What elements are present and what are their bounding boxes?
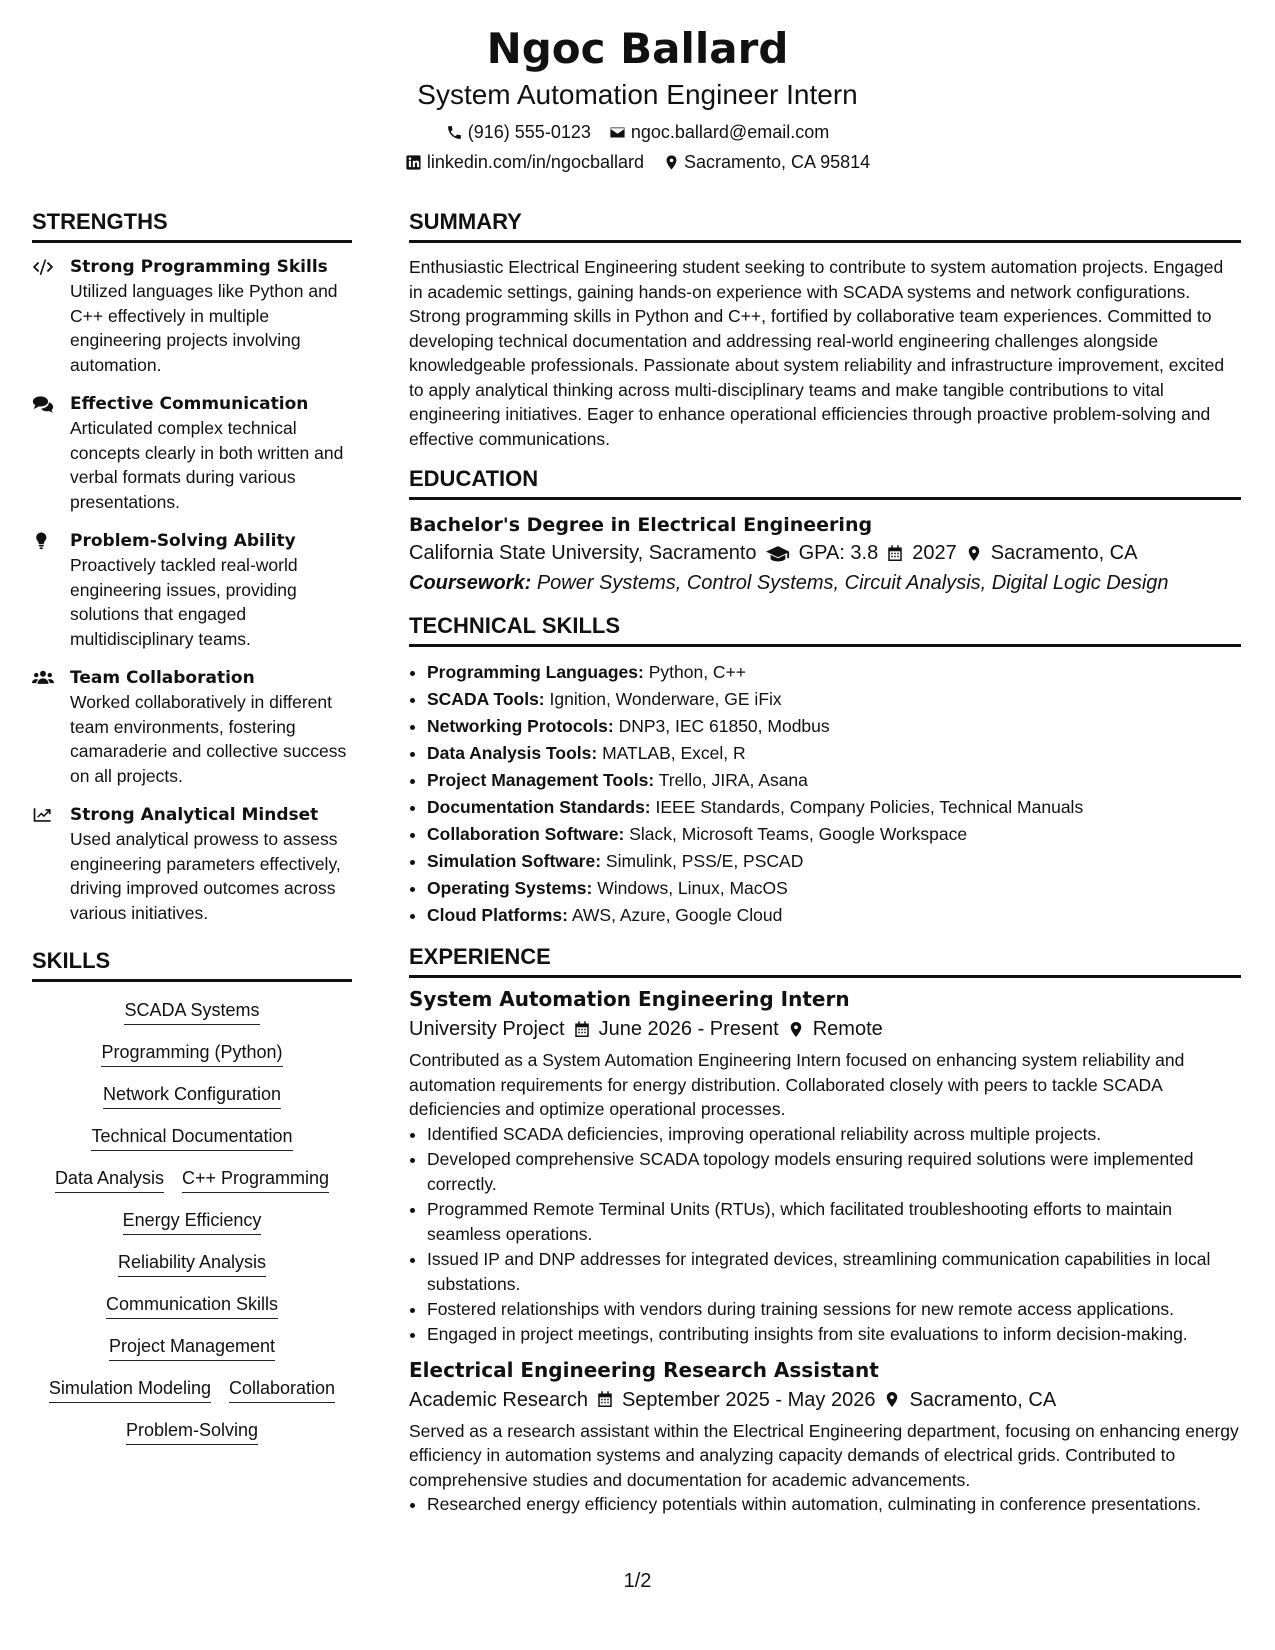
coursework-label: Coursework: — [409, 572, 532, 594]
strength-title: Team Collaboration — [70, 668, 255, 688]
strength-item — [32, 255, 352, 377]
technical-skills-list — [409, 659, 1241, 929]
list-item — [427, 794, 1241, 821]
skill-chip: Programming (Python) — [101, 1040, 282, 1067]
strength-item — [32, 666, 352, 788]
skill-category: Documentation Standards: — [427, 797, 651, 817]
phone-icon — [446, 123, 464, 141]
list-item: • Researched energy efficiency potentials within automation, culminating in conference presentations. — [427, 1492, 1241, 1517]
linkedin-contact[interactable] — [405, 150, 644, 174]
skill-chip: Communication Skills — [106, 1292, 278, 1319]
skill-values: AWS, Azure, Google Cloud — [571, 905, 783, 925]
list-item — [427, 875, 1241, 902]
list-item — [427, 686, 1241, 713]
location-text: Sacramento, CA 95814 — [684, 152, 871, 172]
strength-item — [32, 529, 352, 651]
users-icon — [32, 666, 70, 788]
skill-values: DNP3, IEC 61850, Modbus — [618, 716, 830, 736]
strength-title: Strong Analytical Mindset — [70, 805, 319, 825]
job-title: Electrical Engineering Research Assistant — [409, 1357, 879, 1382]
envelope-icon — [609, 123, 627, 141]
job-org: Academic Research — [409, 1388, 588, 1411]
map-marker-icon — [965, 544, 983, 562]
job-org: University Project — [409, 1018, 565, 1040]
job-dates: September 2025 - May 2026 — [621, 1388, 876, 1411]
technical-skills-heading: TECHNICAL SKILLS — [409, 612, 1241, 647]
job-location: Remote — [812, 1018, 883, 1040]
skill-category: Networking Protocols: — [427, 716, 614, 736]
lightbulb-icon — [32, 529, 70, 651]
skill-values: Python, C++ — [648, 662, 747, 682]
chart-line-icon — [32, 803, 70, 925]
gpa-text: GPA: 3.8 — [798, 542, 879, 564]
strength-item — [32, 392, 352, 514]
strengths-heading: STRENGTHS — [32, 208, 352, 243]
skill-chip: Simulation Modeling — [49, 1376, 211, 1403]
contact-line-1 — [0, 120, 1275, 144]
email-text[interactable]: ngoc.ballard@email.com — [630, 122, 830, 142]
map-marker-icon — [662, 153, 680, 171]
strength-title: Effective Communication — [70, 394, 309, 414]
skill-category: Data Analysis Tools: — [427, 743, 598, 763]
strength-title: Problem-Solving Ability — [70, 531, 296, 551]
skill-category: Cloud Platforms: — [427, 905, 568, 925]
linkedin-text[interactable]: linkedin.com/in/ngocballard — [426, 152, 644, 172]
skill-values: Ignition, Wonderware, GE iFix — [549, 689, 782, 709]
skill-values: Trello, JIRA, Asana — [658, 770, 808, 790]
list-item — [427, 821, 1241, 848]
list-item — [427, 902, 1241, 929]
skill-category: Programming Languages: — [427, 662, 644, 682]
degree-title: Bachelor's Degree in Electrical Engineering — [409, 514, 873, 536]
job-meta — [409, 1385, 1241, 1415]
code-icon — [32, 255, 70, 377]
job-title: System Automation Engineering Intern — [409, 987, 850, 1011]
strength-description: Used analytical prowess to assess engineering parameters effectively, driving improved outcomes across various initiatives. — [70, 829, 341, 923]
skill-chip: Energy Efficiency — [123, 1208, 262, 1235]
school-name: California State University, Sacramento — [409, 542, 757, 564]
map-marker-icon — [787, 1020, 805, 1038]
list-item: • Identified SCADA deficiencies, improving operational reliability across multiple projects. — [427, 1122, 1241, 1147]
contact-line-2 — [0, 150, 1275, 174]
graduation-year: 2027 — [912, 542, 957, 564]
education-heading: EDUCATION — [409, 465, 1241, 500]
right-column — [409, 208, 1241, 1517]
strength-description: Utilized languages like Python and C++ effectively in multiple engineering projects involving automation. — [70, 281, 338, 375]
skills-heading: SKILLS — [32, 947, 352, 982]
list-item: • Engaged in project meetings, contributing insights from site evaluations to inform decision-making. — [427, 1322, 1241, 1347]
job-entry — [409, 984, 1241, 1347]
candidate-title: System Automation Engineer Intern — [417, 79, 858, 110]
skill-values: Slack, Microsoft Teams, Google Workspace — [629, 824, 968, 844]
job-location: Sacramento, CA — [909, 1388, 1057, 1411]
skill-category: Simulation Software: — [427, 851, 602, 871]
skill-category: Project Management Tools: — [427, 770, 655, 790]
coursework-list: Power Systems, Control Systems, Circuit Analysis, Digital Logic Design — [536, 572, 1169, 594]
summary-heading: SUMMARY — [409, 208, 1241, 243]
calendar-icon — [886, 544, 904, 562]
experience-heading: EXPERIENCE — [409, 943, 1241, 978]
list-item: • Issued IP and DNP addresses for integrated devices, streamlining communication capabilities in local substations. — [427, 1247, 1241, 1297]
list-item: • Fostered relationships with vendors during training sessions for new remote access applications. — [427, 1297, 1241, 1322]
skill-values: Windows, Linux, MacOS — [597, 878, 788, 898]
resume-header — [0, 22, 1275, 174]
skills-list — [32, 998, 352, 1445]
strength-description: Proactively tackled real-world engineering issues, providing solutions that engaged multidisciplinary teams. — [70, 555, 298, 649]
candidate-name: Ngoc Ballard — [486, 24, 789, 73]
location-contact — [662, 150, 870, 174]
list-item — [427, 713, 1241, 740]
job-description: Contributed as a System Automation Engineering Intern focused on enhancing system reliability and automation requirements for energy distribution. Collaborated closely with peers to tackle SCADA deficiencies and optimize operational processes. — [409, 1050, 1185, 1119]
strength-description: Articulated complex technical concepts clearly in both written and verbal formats during various presentations. — [70, 418, 344, 512]
phone-contact — [446, 120, 591, 144]
skill-chip: Network Configuration — [103, 1082, 281, 1109]
list-item: • Programmed Remote Terminal Units (RTUs), which facilitated troubleshooting efforts to maintain seamless operations. — [427, 1197, 1241, 1247]
list-item — [427, 848, 1241, 875]
summary-text: Enthusiastic Electrical Engineering student seeking to contribute to system automation projects. Engaged in academic settings, gaining hands-on experience with SCADA systems and network configurations. Strong programming skills in Python and C++, fortified by collaborative team experiences. Committed to developing technical documentation and addressing real-world engineering challenges alongside knowledgeable professionals. Passionate about system reliability and infrastructure improvement, excited to apply analytical thinking across multi-disciplinary teams and make tangible contributions to vital engineering initiatives. Eager to enhance operational efficiencies through proactive problem-solving and effective communications. — [409, 257, 1225, 449]
job-meta — [409, 1014, 1241, 1044]
skill-chip: Data Analysis — [55, 1166, 164, 1193]
education-location: Sacramento, CA — [990, 542, 1138, 564]
job-entry — [409, 1355, 1241, 1518]
skill-category: SCADA Tools: — [427, 689, 545, 709]
job-bullets — [409, 1122, 1241, 1347]
job-description: Served as a research assistant within the Electrical Engineering department, focusing on enhancing energy efficiency in automation systems and analyzing capacity demands of electrical grids. Contributed to comprehensive studies and documentation for academic advancements. — [409, 1420, 1239, 1490]
skill-category: Collaboration Software: — [427, 824, 625, 844]
linkedin-icon — [405, 153, 423, 171]
skill-chip: Collaboration — [229, 1376, 335, 1403]
job-bullets — [409, 1492, 1241, 1517]
page-number: 1/2 — [623, 1570, 652, 1592]
list-item — [427, 740, 1241, 767]
skill-chip: Problem-Solving — [126, 1418, 258, 1445]
coursework-line — [409, 568, 1241, 598]
skill-chip: C++ Programming — [182, 1166, 329, 1193]
skill-chip: SCADA Systems — [124, 998, 259, 1025]
strength-item — [32, 803, 352, 925]
strength-description: Worked collaboratively in different team environments, fostering camaraderie and collective success on all projects. — [70, 692, 347, 786]
calendar-icon — [573, 1020, 591, 1038]
skill-chip: Technical Documentation — [91, 1124, 292, 1151]
graduation-cap-icon — [765, 544, 791, 562]
comments-icon — [32, 392, 70, 514]
list-item: • Developed comprehensive SCADA topology models ensuring required solutions were implemented correctly. — [427, 1147, 1241, 1197]
skill-chip: Reliability Analysis — [118, 1250, 266, 1277]
job-dates: June 2026 - Present — [598, 1018, 779, 1040]
skill-values: MATLAB, Excel, R — [602, 743, 746, 763]
strength-title: Strong Programming Skills — [70, 257, 328, 277]
education-meta — [409, 538, 1241, 568]
skill-values: IEEE Standards, Company Policies, Technical Manuals — [655, 797, 1084, 817]
list-item — [427, 659, 1241, 686]
phone-text: (916) 555-0123 — [467, 122, 591, 142]
calendar-icon — [596, 1391, 614, 1409]
email-contact[interactable] — [609, 120, 829, 144]
left-column — [32, 208, 352, 1445]
skill-chip: Project Management — [109, 1334, 275, 1361]
map-marker-icon — [883, 1391, 901, 1409]
skill-category: Operating Systems: — [427, 878, 593, 898]
list-item — [427, 767, 1241, 794]
skill-values: Simulink, PSS/E, PSCAD — [605, 851, 804, 871]
